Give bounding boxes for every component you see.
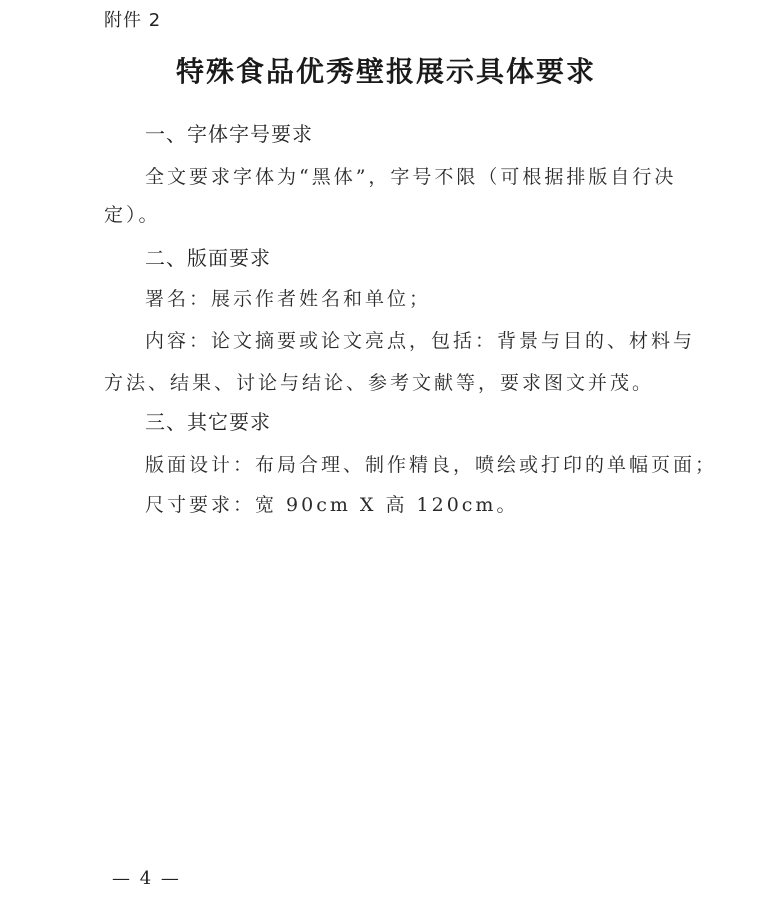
paragraph-line: 版面设计：布局合理、制作精良，喷绘或打印的单幅页面； <box>145 454 718 476</box>
paragraph-line: 方法、结果、讨论与结论、参考文献等，要求图文并茂。 <box>104 372 655 394</box>
paragraph-line: 署名：展示作者姓名和单位； <box>145 288 432 310</box>
paragraph-line: 全文要求字体为“黑体”，字号不限（可根据排版自行决 <box>145 166 677 188</box>
section-heading-other: 三、其它要求 <box>145 410 271 434</box>
attachment-label: 附件 2 <box>104 10 162 31</box>
paragraph-line: 定）。 <box>104 204 161 226</box>
section-heading-font: 一、字体字号要求 <box>145 122 313 146</box>
page-title: 特殊食品优秀壁报展示具体要求 <box>175 55 596 88</box>
paragraph-line: 内容：论文摘要或论文亮点，包括：背景与目的、材料与 <box>145 330 696 352</box>
section-heading-layout: 二、版面要求 <box>145 246 271 270</box>
page-number: — 4 — <box>112 868 181 889</box>
paragraph-line: 尺寸要求：宽 90cm X 高 120cm。 <box>145 494 519 516</box>
